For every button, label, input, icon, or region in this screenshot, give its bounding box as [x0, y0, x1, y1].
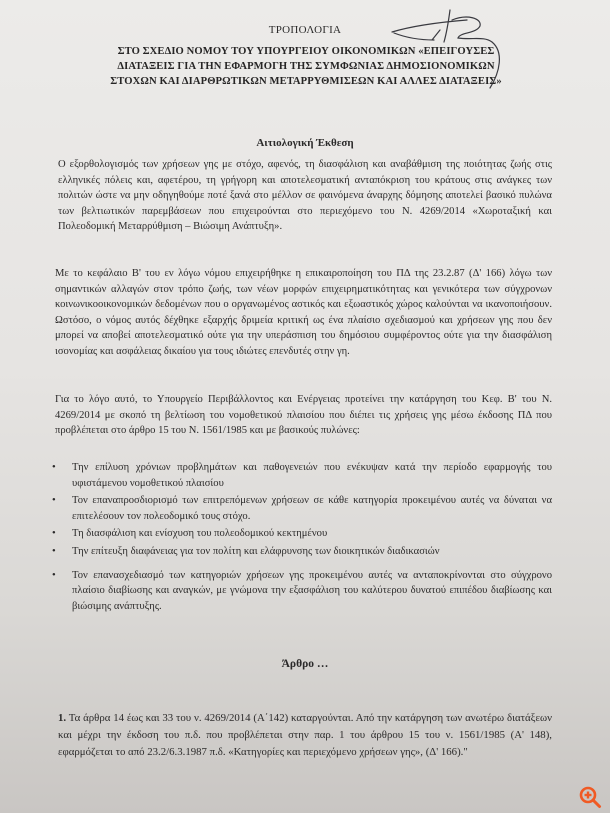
bullet-icon: • [52, 528, 56, 540]
zoom-in-icon[interactable] [578, 785, 602, 809]
paragraph: Ο εξορθολογισμός των χρήσεων γης με στόχο, αφενός, τη διασφάλιση και αναβάθμιση της ποιότητας ζωής στις ελληνικές πόλεις και, αφετέρου, τη γρήγορη και αποτελεσματική ανταπόκριση του κράτους στις ανάγκες των πολιτών ώστε να μην οδηγηθούμε ποτέ ξανά στο μέλλον σε φαινόμενα άναρχης δόμησης αποτελεί βασικό πυλώνα των βελτιωτικών παρεμβάσεων που επιχειρούνται στο περιεχόμενο του Ν. 4269/2014 «Χωροταξική και Πολεοδομική Μεταρρύθμιση – Βιώσιμη Ανάπτυξη». [58, 159, 552, 233]
list-item: • Τον επανασχεδιασμό των κατηγοριών χρήσεων γης προκειμένου αυτές να ανταποκρίνονται στο σύγχρονο πλαίσιο διαβίωσης και αναγκών, με γνώμονα την εξασφάλιση του καλύτερου δυνατού επιπέδου διαβίωσης και βιώσιμης ανάπτυξης. [52, 569, 552, 612]
section-heading: Αιτιολογική Έκθεση [256, 137, 354, 149]
list-item: • Την επίλυση χρόνιων προβλημάτων και παθογενειών που ενέκυψαν κατά την περίοδο εφαρμογής του υφιστάμενου νομοθετικού πλαισίου [52, 462, 552, 489]
article-paragraph: 1. Τα άρθρα 14 έως και 33 του ν. 4269/2014 (Α΄142) καταργούνται. Από την κατάργηση των ανωτέρω διατάξεων και μέχρι την έκδοση του π.δ. που προβλέπεται στην παρ. 1 του άρθρου 15 του ν. 1561/1985 (Α' 148), εφαρμόζεται το από 23.2/6.3.1987 π.δ. «Κατηγορίες και περιεχόμενο χρήσεων γης», (Δ' 166)." [58, 712, 552, 758]
document-title: ΤΡΟΠΟΛΟΓΙΑ [268, 24, 342, 36]
paragraph: Για το λόγο αυτό, το Υπουργείο Περιβάλλοντος και Ενέργειας προτείνει την κατάργηση του Κεφ. Β' του Ν. 4269/2014 με σκοπό τη βελτίωση του νομοθετικού πλαισίου που διέπει τις χρήσεις γης μέσω έκδοσης ΠΔ που προβλέπεται στο άρθρο 15 του Ν. 1561/1985 και με βασικούς πυλώνες: [55, 394, 552, 437]
list-item: • Τη διασφάλιση και ενίσχυση του πολεοδομικού κεκτημένου [50, 526, 552, 542]
paragraph: Με το κεφάλαιο Β' του εν λόγω νόμου επιχειρήθηκε η επικαιροποίηση του ΠΔ της 23.2.87 (Δ' 166) λόγω των σημαντικών αλλαγών στον τρόπο ζωής, των νέων μορφών επιχειρηματικότητας και γενικότερα των σύγχρονων κοινωνικοοικονομικών δεδομένων που ο οργανωμένος αστικός και εξωαστικός χώρος καλούνται να ικανοποιήσουν. Ωστόσο, ο νόμος αυτός δέχθηκε εξαρχής δριμεία κριτική ως ένα πλαίσιο σχεδιασμού και χρήσεων γης που δεν μπορεί να αποβεί αποτελεσματικό ούτε για την υπεράσπιση του δημόσιου συμφέροντος ούτε για την διασφάλιση ισονομίας και ασφάλειας δικαίου για τους ιδιώτες επενδυτές στην γη. [55, 268, 552, 357]
subtitle-line: ΣΤΟ ΣΧΕΔΙΟ ΝΟΜΟΥ ΤΟΥ ΥΠΟΥΡΓΕΙΟΥ ΟΙΚΟΝΟΜΙΚΩΝ «ΕΠΕΙΓΟΥΣΕΣ [117, 46, 495, 57]
bullet-icon: • [52, 569, 56, 581]
bullet-icon: • [52, 545, 56, 557]
bullet-list [50, 460, 552, 616]
bullet-icon: • [52, 462, 56, 473]
bullet-icon: • [52, 495, 56, 507]
subtitle-line: ΣΤΟΧΩΝ ΚΑΙ ΔΙΑΡΘΡΩΤΙΚΩΝ ΜΕΤΑΡΡΥΘΜΙΣΕΩΝ ΚΑΙ ΑΛΛΕΣ ΔΙΑΤΑΞΕΙΣ» [110, 76, 502, 87]
paragraph-number: 1. [58, 712, 67, 724]
subtitle-line: ΔΙΑΤΑΞΕΙΣ ΓΙΑ ΤΗΝ ΕΦΑΡΜΟΓΗ ΤΗΣ ΣΥΜΦΩΝΙΑΣ ΔΗΜΟΣΙΟΝΟΜΙΚΩΝ [117, 61, 495, 72]
list-item: • Την επίτευξη διαφάνειας για τον πολίτη και ελάφρυνσης των διοικητικών διαδικασιών [50, 544, 552, 560]
document-subtitle [66, 44, 546, 89]
article-heading: Άρθρο … [281, 658, 329, 670]
list-item: • Τον επαναπροσδιορισμό των επιτρεπόμενων χρήσεων σε κάθε κατηγορία προκειμένου αυτές να δύναται να επιτελέσουν τον πολεοδομικό τους στόχο. [52, 495, 552, 522]
